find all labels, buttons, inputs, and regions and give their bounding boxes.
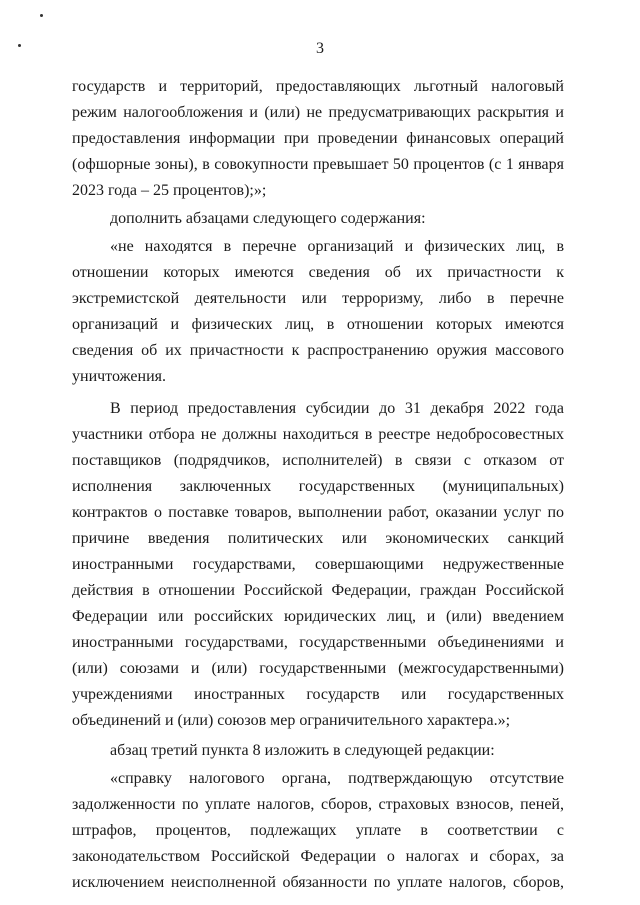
paragraph-6: «справку налогового органа, подтверждающую отсутствие задолженности по уплате налогов, сборов, страховых взносов, пеней, штрафов, процентов, подлежащих уплате в соответствии с законодательством Российской Федерации о налогах и сборах, за исключением неисполненной обязанности по уплате налогов, сборов, — [72, 770, 564, 891]
paragraph-2: дополнить абзацами следующего содержания: — [110, 210, 426, 227]
paragraph-1: государств и территорий, предоставляющих льготный налоговый режим налогообложения и (или) не предусматривающих раскрытия и предоставления информации при проведении финансовых операций (офшорные зоны), в совокупности превышает 50 процентов (с 1 января 2023 года – 25 процентов);»; — [72, 78, 564, 199]
paragraph-4: В период предоставления субсидии до 31 декабря 2022 года участники отбора не должны находиться в реестре недобросовестных поставщиков (подрядчиков, исполнителей) в связи с отказом от исполнения заключенных государственных (муниципальных) контрактов о поставке товаров, выполнении работ, оказании услуг по причине введения политических или экономических санкций иностранными государствами, совершающими недружественные действия в отношении Российской Федерации, граждан Российской Федерации или российских юридических лиц, и (или) введением иностранными государствами, государственными объединениями и (или) союзами и (или) государственными (межгосударственными) учреждениями иностранных государств или государственных объединений и (или) союзов мер ограничительного характера.»; — [72, 400, 564, 729]
paragraph-3: «не находятся в перечне организаций и физических лиц, в отношении которых имеются сведения об их причастности к экстремистской деятельности или терроризму, либо в перечне организаций и физических лиц, в отношении которых имеются сведения об их причастности к распространению оружия массового уничтожения. — [72, 238, 564, 385]
paragraph-5: абзац третий пункта 8 изложить в следующей редакции: — [110, 742, 495, 759]
body-text — [72, 74, 564, 896]
page-number: 3 — [316, 40, 324, 57]
scan-speck — [40, 14, 43, 17]
